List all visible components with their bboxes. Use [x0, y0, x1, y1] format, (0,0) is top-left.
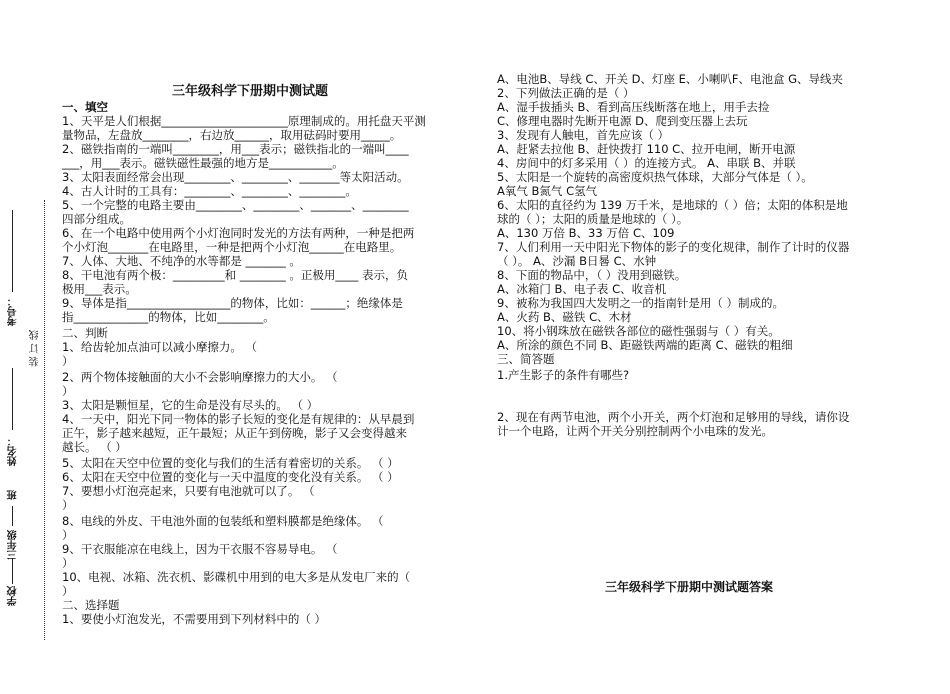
question-line: 个小灯泡_______在电路里，一种是把两个小灯泡______在电路里。: [62, 240, 402, 254]
question-line: 2、磁铁指南的一端叫________，用___表示；磁铁指北的一端叫____: [62, 142, 409, 156]
question-line: 10、将小钢珠放在磁铁各部位的磁性强弱与（ ）有关。: [497, 324, 780, 338]
question-line: 1、天平是人们根据______________________原理制成的。用托盘天平测: [62, 114, 426, 128]
question-line: 6、太阳在天空中位置的变化与一天中温度的变化没有关系。 （ ）: [62, 470, 399, 484]
binding-line-label: 装 订 线: [30, 330, 41, 367]
question-line: （ ）。 A、沙漏 B日晷 C、水钟: [497, 254, 657, 268]
question-line: 极用___表示。: [62, 282, 137, 296]
question-line: ）: [62, 498, 74, 512]
question-line: 正午，影子越来越短，正午最短；从正午到傍晚，影子又会变得越来: [62, 426, 407, 440]
question-line: ）: [62, 584, 74, 598]
question-line: C、修理电器时先断开电源 D、爬到变压器上去玩: [497, 114, 748, 128]
question-line: ）: [62, 354, 74, 368]
question-line: 9、被称为我国四大发明之一的指南针是用（ ）制成的。: [497, 296, 784, 310]
question-line: 9、导体是指__________________的物体，比如：______；绝缘体是: [62, 296, 403, 310]
answer-title: 三年级科学下册期中测试题答案: [605, 580, 774, 594]
question-line: A、湿手拔插头 B、看到高压线断落在地上，用手去捡: [497, 100, 770, 114]
question-line: 量物品，左盘放________，右边放______，取用砝码时要用_____。: [62, 128, 402, 142]
class-label: 班: [8, 490, 19, 500]
question-line: 4、一天中，阳光下同一物体的影子长短的变化是有规律的：从早晨到: [62, 412, 415, 426]
question-line: A、赶紧去拉他 B、赶快拨打 110 C、拉开电闸，断开电源: [497, 142, 796, 156]
question-line: 计一个电路，让两个开关分别控制两个小电珠的发光。: [497, 424, 773, 438]
question-line: ）: [62, 556, 74, 570]
question-line: 3、太阳表面经常会出现________、________、_______等太阳活动。: [62, 170, 409, 184]
question-line: A、冰箱门 B、电子表 C、收音机: [497, 282, 667, 296]
section-heading: 三、简答题: [497, 352, 555, 366]
question-line: 6、在一个电路中使用两个小灯泡同时发光的方法有两种，一种是把两: [62, 226, 415, 240]
question-line: A、所涂的颜色不同 B、距磁铁两端的距离 C、磁铁的粗细: [497, 338, 793, 352]
question-line: 2、现在有两节电池，两个小开关，两个灯泡和足够用的导线，请你设: [497, 410, 850, 424]
grade-line: [12, 506, 13, 526]
question-line: 2、两个物体接触面的大小不会影响摩擦力的大小。 （: [62, 370, 338, 384]
school-label: 学校: [8, 586, 19, 606]
question-line: 7、要想小灯泡亮起来，只要有电池就可以了。 （: [62, 484, 315, 498]
question-line: 指_____________的物体，比如________。: [62, 310, 275, 324]
question-line: 球的（ ）；太阳的质量是地球的（ ）。: [497, 212, 689, 226]
binding-margin: [0, 200, 45, 640]
question-line: ___，用___表示。磁铁磁性最强的地方是___________。: [62, 156, 344, 170]
section-heading: 一、填空: [62, 100, 108, 114]
question-line: 5、太阳是一个旋转的高密度炽热气体球，大部分气体是（ ）。: [497, 170, 813, 184]
question-line: 7、人们利用一天中阳光下物体的影子的变化规律，制作了计时的仪器: [497, 240, 850, 254]
question-line: 5、太阳在天空中位置的变化与我们的生活有着密切的关系。 （ ）: [62, 456, 399, 470]
question-line: 8、干电池有两个极：_________和 ________ 。正极用____ 表示，负: [62, 268, 409, 282]
question-line: A、火药 B、磁铁 C、木材: [497, 310, 632, 324]
question-line: 6、太阳的直径约为 139 万千米，是地球的（ ）倍；太阳的体积是地: [497, 198, 848, 212]
student-name-label: 姓名：: [8, 436, 19, 466]
section-heading: 二、判断: [62, 326, 108, 340]
question-line: 7、人体、大地、不纯净的水等都是 _______ 。: [62, 254, 301, 268]
section-heading: 二、选择题: [62, 598, 120, 612]
question-line: 1.产生影子的条件有哪些?: [497, 368, 630, 382]
question-line: 3、太阳是颗恒星，它的生命是没有尽头的。 （ ）: [62, 398, 319, 412]
question-line: ）: [62, 528, 74, 542]
exam-title: 三年级科学下册期中测试题: [172, 84, 329, 99]
question-line: A、130 万倍 B、33 万倍 C、109: [497, 226, 675, 240]
question-line: 1、要使小灯泡发光，不需要用到下列材料中的（ ）: [62, 612, 326, 626]
exam-number-label: 考号：: [8, 296, 19, 326]
question-line: 1、给齿轮加点油可以减小摩擦力。 （: [62, 340, 257, 354]
question-line: 越长。 （ ）: [62, 440, 127, 454]
question-line: 10、电视、冰箱、洗衣机、影碟机中用到的电大多是从发电厂来的（: [62, 570, 411, 584]
question-line: 8、电线的外皮、干电池外面的包装纸和塑料膜都是绝缘体。 （: [62, 514, 384, 528]
grade-label: 三年级: [8, 530, 19, 560]
question-line: A氧气 B氮气 C氢气: [497, 184, 598, 198]
question-line: ）: [62, 384, 74, 398]
question-line: 2、下列做法正确的是（ ）: [497, 86, 635, 100]
question-line: 四部分组成。: [62, 212, 131, 226]
question-line: A、电池B、导线 C、开关 D、灯座 E、小喇叭F、电池盒 G、导线夹: [497, 72, 844, 86]
student-name-line: [12, 368, 13, 430]
question-line: 5、一个完整的电路主要由________、________、_______、________: [62, 198, 409, 212]
question-line: 4、房间中的灯多采用（ ）的连接方式。 A、串联 B、并联: [497, 156, 796, 170]
exam-number-line: [12, 210, 13, 292]
school-line: [12, 558, 13, 584]
question-line: 3、发现有人触电，首先应该（ ）: [497, 128, 669, 142]
question-line: 8、下面的物品中，（ ）没用到磁铁。: [497, 268, 687, 282]
question-line: 4、古人计时的工具有：________、________、________。: [62, 184, 357, 198]
question-line: 9、干衣服能凉在电线上，因为干衣服不容易导电。 （: [62, 542, 338, 556]
